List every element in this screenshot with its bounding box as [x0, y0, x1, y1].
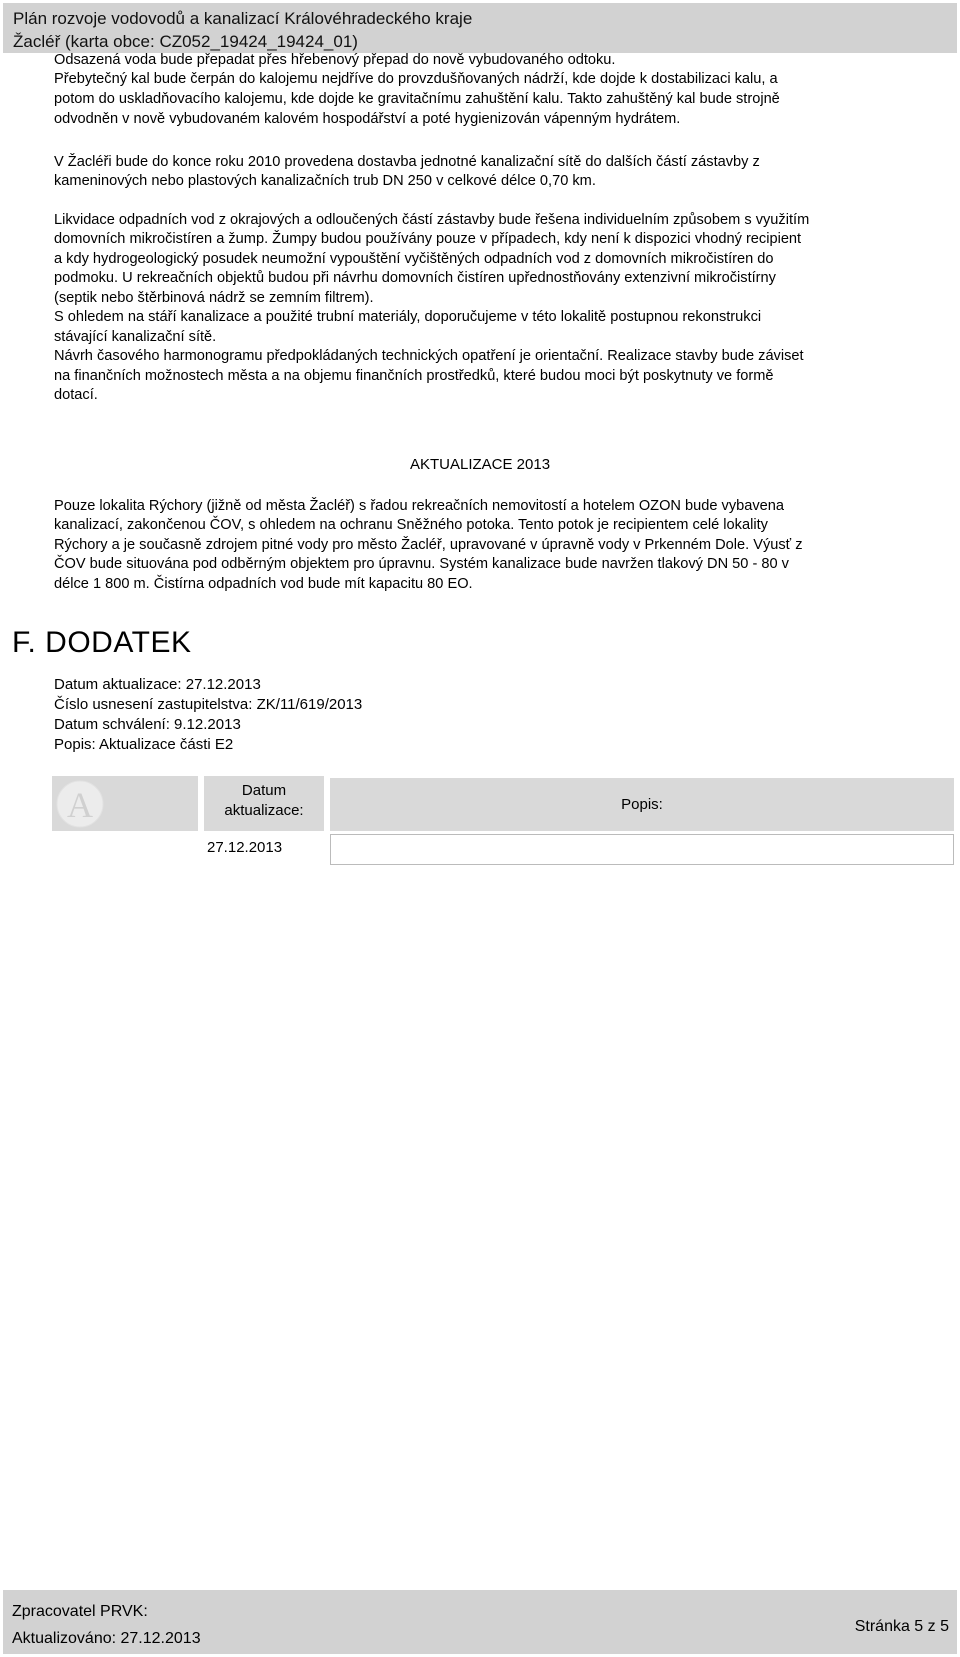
body-line: Přebytečný kal bude čerpán do kalojemu nejdříve do provzdušňovaných nádrží, kde dojde k dostabilizaci kalu, a — [54, 71, 778, 87]
body-line: na finančních možnostech města a na objemu finančních prostředků, které budou moci být poskytnuty ve formě — [54, 368, 774, 384]
footer-processor: Zpracovatel PRVK: — [12, 1603, 148, 1620]
body-line: a kdy hydrogeologický posudek neumožní vypouštění vyčištěných odpadních vod z domovních mikročistíren do — [54, 251, 774, 267]
meta-approved: Datum schválení: 9.12.2013 — [54, 716, 241, 733]
body-line: podmoku. U rekreačních objektů budou při návrhu domovních čistíren upřednostňovány extenzivní mikročistírny — [54, 270, 776, 286]
table-cell-date: 27.12.2013 — [207, 839, 283, 856]
update-heading: AKTUALIZACE 2013 — [409, 456, 551, 473]
table-header-date — [204, 776, 324, 831]
body-line: odvodněn v nově vybudovaném kalovém hospodářství a poté hygienizován vápenným hydrátem. — [54, 111, 681, 127]
body-line: Rýchory a je současně zdrojem pitné vody pro město Žacléř, upravované v úpravně vody v Prkenném Dole. Výusť z — [54, 537, 803, 553]
body-line: (septik nebo štěrbinová nádrž se zemním filtrem). — [54, 290, 374, 306]
header-date-line1: Datum — [241, 782, 287, 799]
logo-cell-lower — [52, 831, 198, 865]
meta-resolution: Číslo usnesení zastupitelstva: ZK/11/619/2013 — [54, 696, 363, 713]
body-line: potom do uskladňovacího kalojemu, kde dojde ke gravitačnímu zahuštění kalu. Takto zahuštěný kal bude strojně — [54, 91, 780, 107]
meta-description: Popis: Aktualizace části E2 — [54, 736, 234, 753]
header-date-line2: aktualizace: — [224, 802, 304, 819]
body-line: Likvidace odpadních vod z okrajových a odloučených částí zástavby bude řešena individuelním způsobem s využitím — [54, 212, 810, 228]
body-line: ČOV bude situována pod odběrným objektem pro úpravnu. Systém kanalizace bude navržen tlakový DN 50 - 80 v — [54, 556, 789, 572]
body-line: Pouze lokalita Rýchory (jižně od města Žacléř) s řadou rekreačních nemovitostí a hotelem OZON bude vybavena — [54, 498, 785, 514]
header-subtitle: Žacléř (karta obce: CZ052_19424_19424_01) — [13, 32, 358, 51]
update-logo-icon — [52, 776, 198, 831]
body-line: stávající kanalizační sítě. — [54, 329, 217, 345]
body-line: domovních mikročistíren a žump. Žumpy budou používány pouze v případech, kdy není k dispozici vhodný recipient — [54, 231, 802, 247]
body-line: dotací. — [54, 387, 98, 403]
footer-updated: Aktualizováno: 27.12.2013 — [12, 1630, 201, 1647]
body-line: kameninových nebo plastových kanalizačních trub DN 250 v celkové délce 0,70 km. — [54, 173, 596, 189]
section-heading: F. DODATEK — [12, 626, 192, 659]
body-line: V Žacléři bude do konce roku 2010 provedena dostavba jednotné kanalizační sítě do dalších částí zástavby z — [54, 154, 760, 170]
table-cell-description — [330, 834, 954, 865]
body-line: Odsazená voda bude přepadat přes hřebenový přepad do nově vybudovaného odtoku. — [54, 52, 616, 68]
header-title: Plán rozvoje vodovodů a kanalizací Královéhradeckého kraje — [13, 9, 473, 28]
update-table — [52, 776, 954, 865]
table-header-description: Popis: — [330, 778, 954, 831]
footer-page-number: Stránka 5 z 5 — [854, 1618, 949, 1635]
logo-letter: A — [67, 785, 93, 825]
body-line: délce 1 800 m. Čistírna odpadních vod bude mít kapacitu 80 EO. — [54, 576, 473, 592]
body-line: kanalizací, zakončenou ČOV, s ohledem na ochranu Sněžného potoka. Tento potok je recipientem celé lokality — [54, 517, 768, 533]
logo-cell — [52, 776, 198, 831]
document-header — [3, 3, 957, 53]
body-line: Návrh časového harmonogramu předpokládaných technických opatření je orientační. Realizace stavby bude záviset — [54, 348, 804, 364]
body-line: S ohledem na stáří kanalizace a použité trubní materiály, doporučujeme v této lokalitě postupnou rekonstrukci — [54, 309, 762, 325]
meta-date: Datum aktualizace: 27.12.2013 — [54, 676, 261, 693]
